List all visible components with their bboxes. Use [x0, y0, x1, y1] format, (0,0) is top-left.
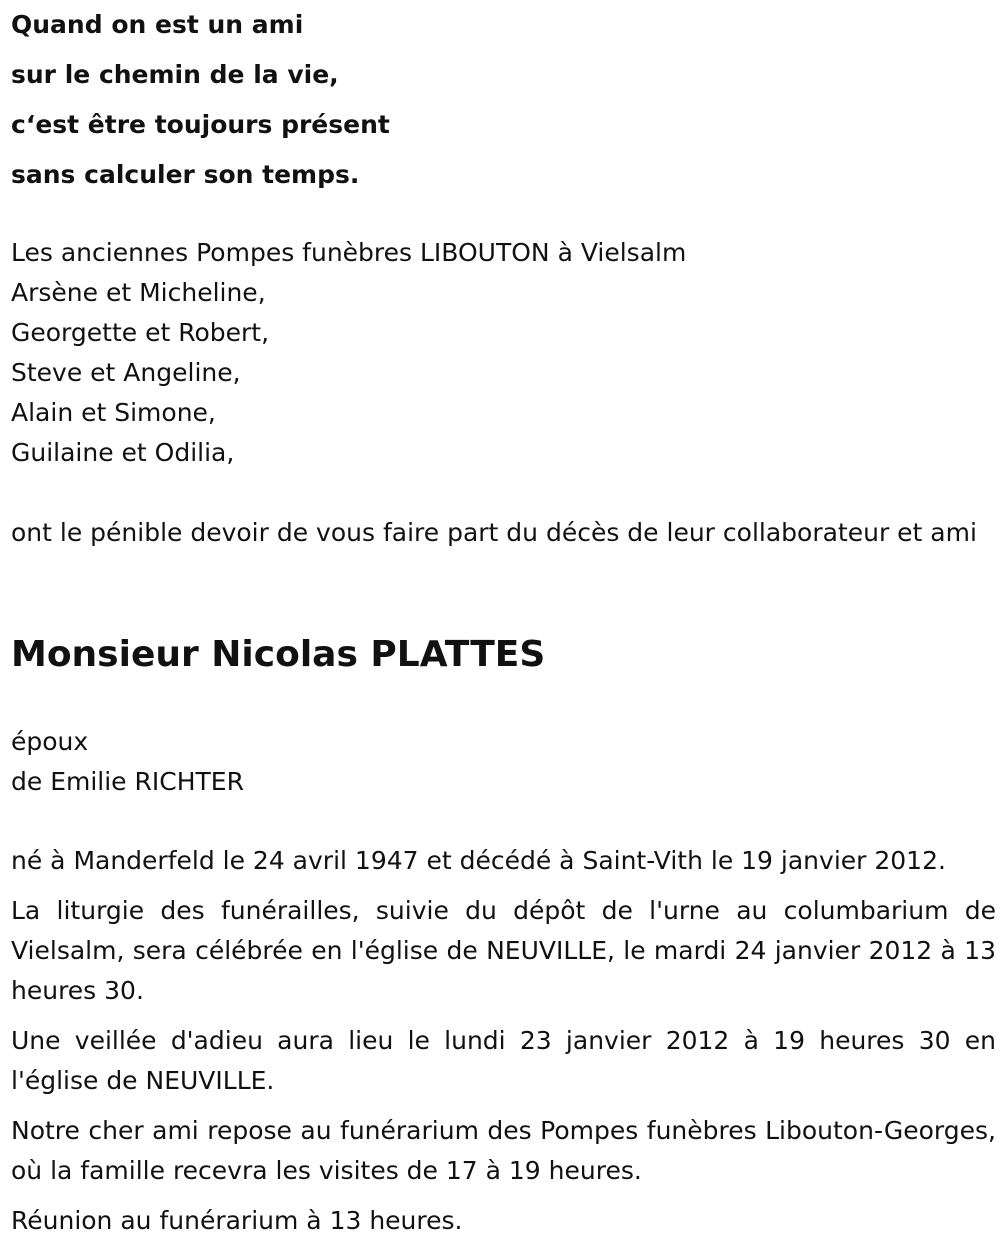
spouse-name: de Emilie RICHTER: [11, 767, 244, 796]
poem-line: sur le chemin de la vie,: [11, 60, 339, 89]
senders-list: [11, 233, 686, 473]
liturgy-paragraph: La liturgie des funérailles, suivie du dépôt de l'urne au columbarium de Vielsalm, sera célébrée en l'église de NEUVILLE, le mardi 24 janvier 2012 à 13 heures 30.: [11, 896, 996, 1005]
vigil-paragraph: Une veillée d'adieu aura lieu le lundi 23 janvier 2012 à 19 heures 30 en l'église de NEUVILLE.: [11, 1026, 996, 1095]
funerarium-paragraph: Notre cher ami repose au funérarium des Pompes funèbres Libouton-Georges, où la famille recevra les visites de 17 à 19 heures.: [11, 1116, 996, 1185]
poem-line: Quand on est un ami: [11, 10, 304, 39]
sender-line: Steve et Angeline,: [11, 358, 241, 387]
sender-line: Guilaine et Odilia,: [11, 438, 235, 467]
spouse-info: [11, 722, 244, 802]
poem-line: c‘est être toujours présent: [11, 110, 390, 139]
obituary-notice: [11, 0, 996, 1235]
sender-line: Les anciennes Pompes funèbres LIBOUTON à Vielsalm: [11, 238, 687, 267]
announcement-intro: ont le pénible devoir de vous faire part du décès de leur collaborateur et ami: [11, 518, 977, 547]
poem-line: sans calculer son temps.: [11, 160, 360, 189]
meeting-paragraph: Réunion au funérarium à 13 heures.: [11, 1206, 463, 1235]
poem: [11, 0, 991, 200]
sender-line: Alain et Simone,: [11, 398, 216, 427]
deceased-name: Monsieur Nicolas PLATTES: [11, 634, 546, 675]
sender-line: Arsène et Micheline,: [11, 278, 266, 307]
birth-death-paragraph: né à Manderfeld le 24 avril 1947 et décédé à Saint-Vith le 19 janvier 2012.: [11, 846, 946, 875]
spouse-relation: époux: [11, 727, 89, 756]
funeral-details: [11, 841, 996, 1251]
sender-line: Georgette et Robert,: [11, 318, 270, 347]
